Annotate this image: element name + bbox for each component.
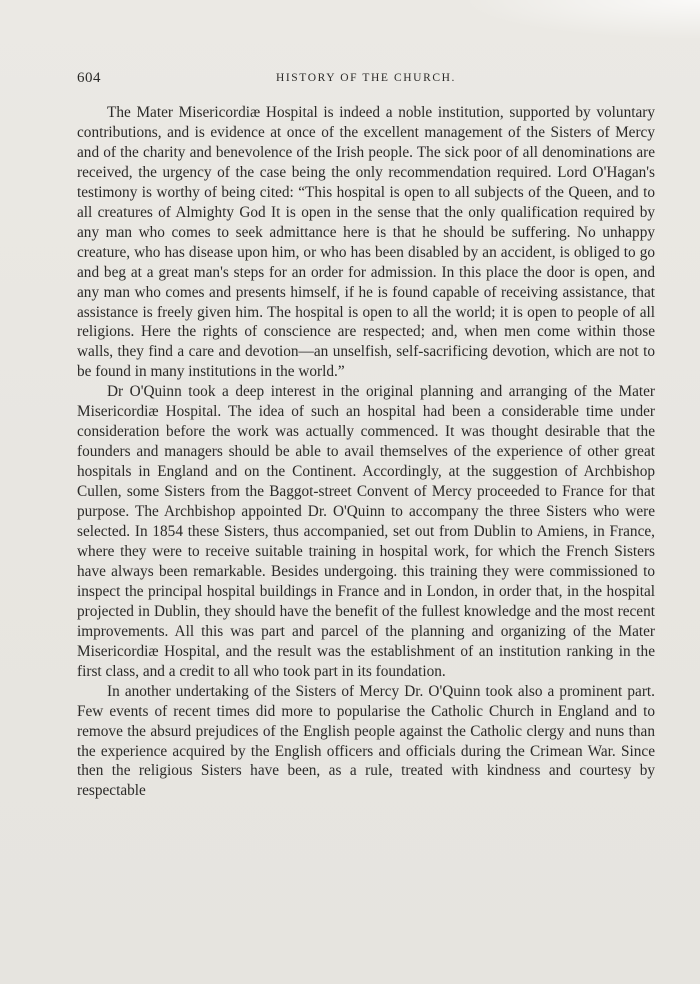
paragraph-crimean-war: In another undertaking of the Sisters of Mercy Dr. O'Quinn took also a prominent part. Few events of recent times did more to popularise the Catholic Church in England and to remove the absurd prejudices of the English people against the Catholic clergy and nuns than the experience acquired by the English officers and officials during the Crimean War. Since then the religious Sisters have been, as a rule, treated with kindness and courtesy by respectable	[77, 682, 655, 800]
paragraph-hospital: The Mater Misericordiæ Hospital is indeed a noble institution, supported by voluntary contributions, and is evidence at once of the excellent management of the Sisters of Mercy and of the charity and benevolence of the Irish people. The sick poor of all denominations are received, the urgency of the case being the only recommendation required. Lord O'Hagan's testimony is worthy of being cited: “This hospital is open to all subjects of the Queen, and to all creatures of Almighty God It is open in the sense that the only qualification required by any man who comes to seek admittance here is that he should be suffering. No unhappy creature, who has disease upon him, or who has been disabled by an accident, is obliged to go and beg at a great man's steps for an order for admission. In this place the door is open, and any man who comes and presents himself, if he is found capable of receiving assistance, that assistance is freely given him. The hospital is open to all the world; it is open to people of all religions. Here the rights of conscience are respected; and, when men come within those walls, they find a care and devotion—an unselfish, self-sacrificing devotion, which are not to be found in many institutions in the world.”	[77, 104, 655, 381]
paragraph-oquinn-planning: Dr O'Quinn took a deep interest in the original planning and arranging of the Mater Misericordiæ Hospital. The idea of such an hospital had been a considerable time under consideration before the work was actually commenced. It was thought desirable that the founders and managers should be able to avail themselves of the experience of other great hospitals in England and on the Continent. Accordingly, at the suggestion of Archbishop Cullen, some Sisters from the Baggot-street Convent of Mercy proceeded to France for that purpose. The Archbishop appointed Dr. O'Quinn to accompany the three Sisters who were selected. In 1854 these Sisters, thus accompanied, set out from Dublin to Amiens, in France, where they were to receive suitable training in hospital work, for which the French Sisters have always been remarkable. Besides undergoing. this training they were commissioned to inspect the principal hospital buildings in France and in London, in order that, in the hospital projected in Dublin, they should have the benefit of the fullest knowledge and the most recent improvements. All this was part and parcel of the planning and organizing of the Mater Misericordiæ Hospital, and the result was the establishment of an institution ranking in the first class, and a credit to all who took part in its foundation.	[77, 383, 655, 680]
page-number: 604	[77, 70, 101, 86]
running-title: HISTORY OF THE CHURCH.	[275, 72, 457, 84]
page-header	[77, 70, 655, 90]
paper-stain	[460, 0, 700, 40]
body-text	[77, 103, 655, 801]
